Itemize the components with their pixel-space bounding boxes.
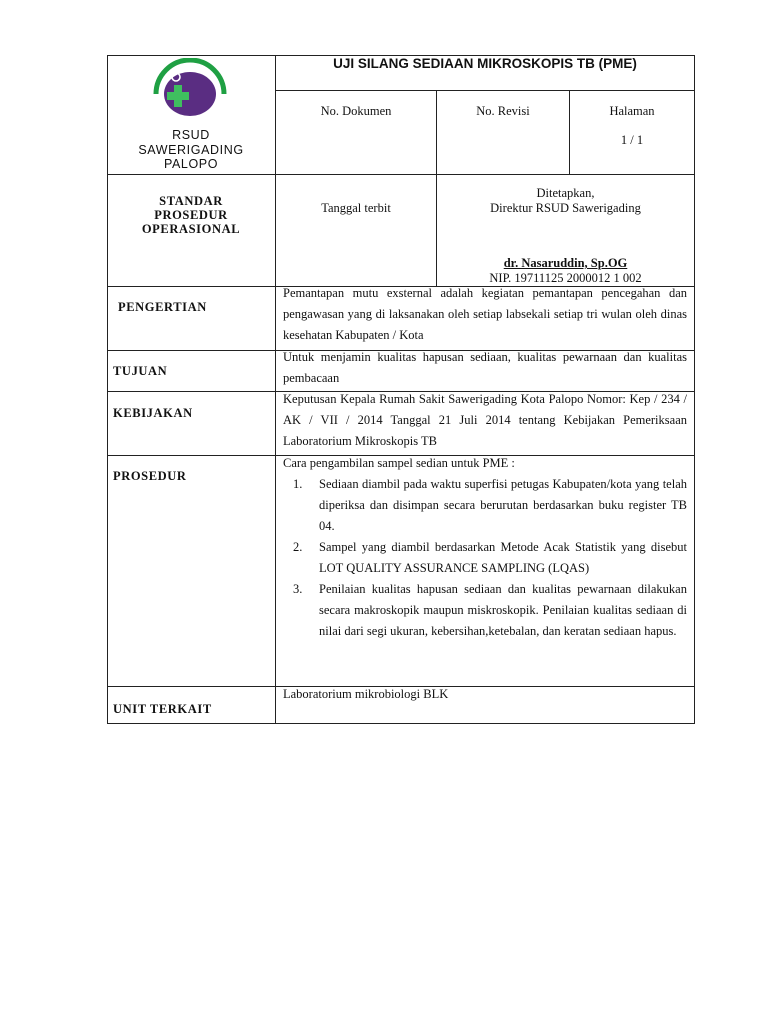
prosedur-intro: Cara pengambilan sampel sedian untuk PME : [283, 456, 515, 470]
sop-label-line: STANDAR [159, 194, 223, 208]
direktur-label: Direktur RSUD Sawerigading [490, 201, 641, 215]
signer-name: dr. Nasaruddin, Sp.OG [503, 256, 628, 270]
document-title: UJI SILANG SEDIAAN MIKROSKOPIS TB (PME) [333, 56, 637, 71]
unit-terkait-label: UNIT TERKAIT [113, 702, 212, 716]
pengertian-label: PENGERTIAN [118, 300, 207, 314]
tujuan-label: TUJUAN [113, 364, 168, 378]
sop-label-line: OPERASIONAL [141, 222, 241, 236]
kebijakan-text: Keputusan Kepala Rumah Sakit Sawerigading Kota Palopo Nomor: Kep / 234 / AK / VII / 2014 Tanggal 21 Juli 2014 tentang Kebijakan Pemeriksaan Laboratorium Mikroskopis TB [283, 392, 687, 448]
hospital-name [108, 128, 274, 172]
list-item-number: 3. [293, 582, 303, 596]
pengertian-text: Pemantapan mutu exsternal adalah kegiatan pemantapan pencegahan dan pengawasan yang di laksanakan oleh setiap labsekali setiap tri wulan oleh dinas kesehatan Kabupaten / Kota [283, 286, 687, 342]
prosedur-label: PROSEDUR [113, 469, 187, 483]
hospital-name-line: PALOPO [163, 157, 219, 171]
list-item-text: Penilaian kualitas hapusan sediaan dan kualitas pewarnaan dilakukan secara makroskopik maupun miskroskopik. Penilaian kualitas sediaan di nilai dari segi ukuran, kebersihan,ketebalan, dan keratan sediaan hapus. [319, 582, 687, 638]
hospital-logo-icon [148, 58, 232, 116]
list-item [283, 474, 687, 537]
tujuan-text: Untuk menjamin kualitas hapusan sediaan, kualitas pewarnaan dan kualitas pembacaan [283, 350, 687, 385]
prosedur-list [283, 474, 687, 642]
no-dokumen-label: No. Dokumen [320, 104, 392, 118]
sop-label [108, 194, 274, 236]
list-item-number: 1. [293, 477, 303, 491]
sop-label-line: PROSEDUR [154, 208, 228, 222]
tanggal-terbit-label: Tanggal terbit [321, 201, 391, 215]
kebijakan-label: KEBIJAKAN [113, 406, 193, 420]
halaman-label: Halaman [609, 104, 655, 118]
no-revisi-label: No. Revisi [476, 104, 530, 118]
label-column-divider [275, 174, 276, 724]
halaman-value: 1 / 1 [620, 133, 644, 147]
ditetapkan-label: Ditetapkan, [536, 186, 595, 200]
header-title-divider [275, 90, 695, 91]
list-item-number: 2. [293, 540, 303, 554]
hospital-name-line: SAWERIGADING [138, 142, 244, 157]
list-item [283, 537, 687, 579]
list-item-text: Sediaan diambil pada waktu superfisi petugas Kabupaten/kota yang telah diperiksa dan disimpan secara berurutan berdasarkan buku register TB 04. [319, 477, 687, 533]
hospital-name-line: RSUD [172, 128, 210, 142]
unit-terkait-text: Laboratorium mikrobiologi BLK [283, 687, 449, 701]
list-item-text: Sampel yang diambil berdasarkan Metode Acak Statistik yang disebut LOT QUALITY ASSURANCE SAMPLING (LQAS) [319, 540, 687, 575]
signer-nip: NIP. 19711125 2000012 1 002 [489, 271, 642, 285]
list-item [283, 579, 687, 642]
